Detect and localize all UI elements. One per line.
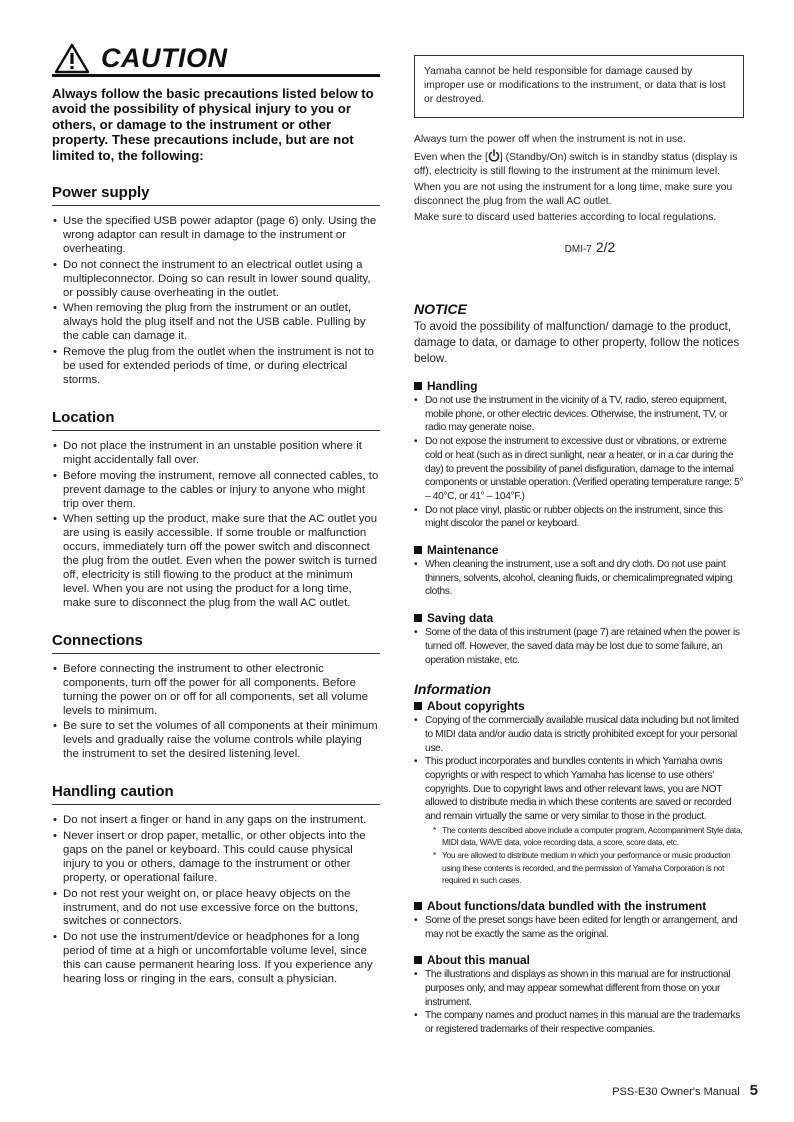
section-location — [52, 409, 380, 611]
subheading-maintenance — [414, 543, 744, 557]
footnote: * The contents described above include a computer program, Accompaniment Style data, MIDI data, WAVE data, voice recording data, a score, score data, etc. — [433, 824, 744, 849]
bullet-list — [414, 394, 744, 531]
power-note: When you are not using the instrument for a long time, make sure you disconnect the plug from the wall AC outlet. — [414, 182, 733, 207]
square-bullet-icon — [414, 956, 422, 964]
square-bullet-icon — [414, 614, 422, 622]
power-note: Always turn the power off when the instrument is not in use. — [414, 134, 686, 145]
subheading-label: About this manual — [427, 953, 530, 968]
notice-intro: To avoid the possibility of malfunction/ damage to the product, damage to data, or damage to other property, follow the notices below. — [414, 320, 740, 365]
page-footer — [612, 1082, 758, 1099]
section-heading: Handling caution — [52, 783, 380, 805]
section-heading: Connections — [52, 632, 380, 654]
section-connections — [52, 632, 380, 762]
list-item: • Remove the plug from the outlet when the instrument is not to be used for extended periods of time, or during electrical storms. — [52, 346, 380, 388]
subheading-saving-data — [414, 611, 744, 625]
page-code: DMI-7 — [564, 244, 592, 255]
caution-title: CAUTION — [101, 43, 228, 73]
list-item: • Do not rest your weight on, or place heavy objects on the instrument, and do not use excessive force on the buttons, switches or connectors. — [52, 888, 380, 930]
list-item: • Before moving the instrument, remove all connected cables, to prevent damage to the cables or injury to anyone who might trip over them. — [52, 470, 380, 512]
subheading-label: About functions/data bundled with the instrument — [427, 898, 707, 913]
notice-column — [414, 55, 744, 1037]
list-item: • Some of the data of this instrument (page 7) are retained when the power is turned off. However, the saved data may be lost due to some failure, an operation mistake, etc. — [414, 626, 744, 667]
subheading-label: Maintenance — [427, 543, 499, 558]
bullet-list — [52, 440, 380, 611]
manual-name: PSS-E30 Owner's Manual — [612, 1086, 740, 1098]
section-handling-caution — [52, 783, 380, 987]
subheading-about-manual — [414, 953, 744, 967]
square-bullet-icon — [414, 546, 422, 554]
standby-power-icon — [488, 149, 500, 162]
subheading-label: About copyrights — [427, 699, 525, 714]
list-item: • Before connecting the instrument to other electronic components, turn off the power for all components. Before turning the power on or off for all components, set all volume levels to minimum. — [52, 663, 380, 719]
caution-header — [52, 43, 380, 77]
page-mark — [414, 239, 744, 257]
caution-column — [52, 43, 380, 989]
power-note-text: Even when the [ — [414, 152, 488, 163]
section-heading: Power supply — [52, 184, 380, 206]
list-item: • When cleaning the instrument, use a soft and dry cloth. Do not use paint thinners, solvents, alcohol, cleaning fluids, or chemicalimpregnated wiping cloths. — [414, 558, 744, 599]
power-note-standby — [414, 149, 744, 179]
bullet-list — [52, 215, 380, 388]
footnote: * You are allowed to distribute medium in which your performance or music production using these contents is recorded, and the permission of Yamaha Corporation is not required in such cases. — [433, 849, 744, 887]
power-note-text: ] (Standby/On) switch is in standby status (display is off), electricity is still flowing to the instrument at the minimum level. — [414, 152, 738, 177]
list-item: • Never insert or drop paper, metallic, or other objects into the gaps on the panel or keyboard. This could cause physical injury to you or others, damage to the instrument or other property, or operational failure. — [52, 830, 380, 886]
square-bullet-icon — [414, 702, 422, 710]
list-item: • Copying of the commercially available musical data including but not limited to MIDI data and/or audio data is strictly prohibited except for your personal use. — [414, 714, 744, 755]
list-item: • Do not use the instrument in the vicinity of a TV, radio, stereo equipment, mobile phone, or other electric devices. Otherwise, the instrument, TV, or radio may generate noise. — [414, 394, 744, 435]
section-power-supply — [52, 184, 380, 388]
list-item: • The company names and product names in this manual are the trademarks or registered trademarks of their respective companies. — [414, 1009, 744, 1036]
list-item: • Do not place the instrument in an unstable position where it might accidentally fall over. — [52, 440, 380, 468]
subheading-label: Handling — [427, 379, 478, 393]
list-item: • Use the specified USB power adaptor (page 6) only. Using the wrong adaptor can result in damage to the instrument or overheating. — [52, 215, 380, 257]
caution-intro: Always follow the basic precautions listed below to avoid the possibility of physical injury to you or others, or damage to the instrument or other property. These precautions include, but are not limited to, the following: — [52, 86, 374, 163]
square-bullet-icon — [414, 902, 422, 910]
bullet-list — [52, 814, 380, 987]
list-item: • Some of the preset songs have been edited for length or arrangement, and may not be exactly the same as the original. — [414, 914, 744, 941]
information-title: Information — [414, 681, 491, 698]
power-note: Make sure to discard used batteries according to local regulations. — [414, 212, 717, 223]
list-item: • Do not connect the instrument to an electrical outlet using a multipleconnector. Doing so can result in lower sound quality, or possibly cause overheating in the outlet. — [52, 259, 380, 301]
bullet-list — [414, 626, 744, 667]
notice-title: NOTICE — [414, 301, 467, 317]
list-item: • Do not expose the instrument to excessive dust or vibrations, or extreme cold or heat (such as in direct sunlight, near a heater, or in a car during the day) to prevent the possibility of panel disfiguration, damage to the internal components or unstable operation. (Verified operating temperature range: 5° – 40°C, or 41° – 104°F.) — [414, 435, 744, 504]
list-item: • When removing the plug from the instrument or an outlet, always hold the plug itself and not the USB cable. Pulling by the cable can damage it. — [52, 302, 380, 344]
disclaimer-box: Yamaha cannot be held responsible for damage caused by improper use or modifications to the instrument, or data that is lost or destroyed. — [414, 55, 744, 118]
list-item: • Do not use the instrument/device or headphones for a long period of time at a high or uncomfortable volume level, since this can cause permanent hearing loss. If you experience any hearing loss or ringing in the ears, consult a physician. — [52, 931, 380, 987]
bullet-list — [414, 714, 744, 824]
list-item: • Be sure to set the volumes of all components at their minimum levels and gradually raise the volume controls while playing the instrument to set the desired listening level. — [52, 720, 380, 762]
subheading-functions-data — [414, 899, 744, 913]
list-item: • Do not place vinyl, plastic or rubber objects on the instrument, since this might discolor the panel or keyboard. — [414, 504, 744, 531]
bullet-list — [414, 558, 744, 599]
list-item: • Do not insert a finger or hand in any gaps on the instrument. — [52, 814, 380, 828]
square-bullet-icon — [414, 382, 422, 390]
bullet-list — [414, 968, 744, 1037]
power-notes — [414, 133, 744, 225]
list-item: • When setting up the product, make sure that the AC outlet you are using is easily accessible. If some trouble or malfunction occurs, immediately turn off the power switch and disconnect the plug from the outlet. Even when the power switch is turned off, electricity is still flowing to the product at the minimum level. When you are not using the product for a long time, make sure to disconnect the plug from the wall AC outlet. — [52, 513, 380, 610]
bullet-list — [414, 914, 744, 941]
warning-triangle-icon — [54, 43, 90, 74]
list-item: • This product incorporates and bundles contents in which Yamaha owns copyrights or with respect to which Yamaha has license to use others' copyrights. Due to copyright laws and other relevant laws, you are NOT allowed to distribute media in which these contents are saved or recorded and remain virtually the same or very similar to those in the product. — [414, 755, 744, 824]
list-item: • The illustrations and displays as shown in this manual are for instructional purposes only, and may appear somewhat different from those on your instrument. — [414, 968, 744, 1009]
footnote-list — [414, 824, 744, 887]
page-number: 5 — [749, 1082, 758, 1099]
subheading-handling — [414, 379, 744, 393]
subheading-copyrights — [414, 699, 744, 713]
bullet-list — [52, 663, 380, 762]
subheading-label: Saving data — [427, 611, 494, 626]
section-heading: Location — [52, 409, 380, 431]
page-fraction: 2/2 — [595, 239, 616, 255]
